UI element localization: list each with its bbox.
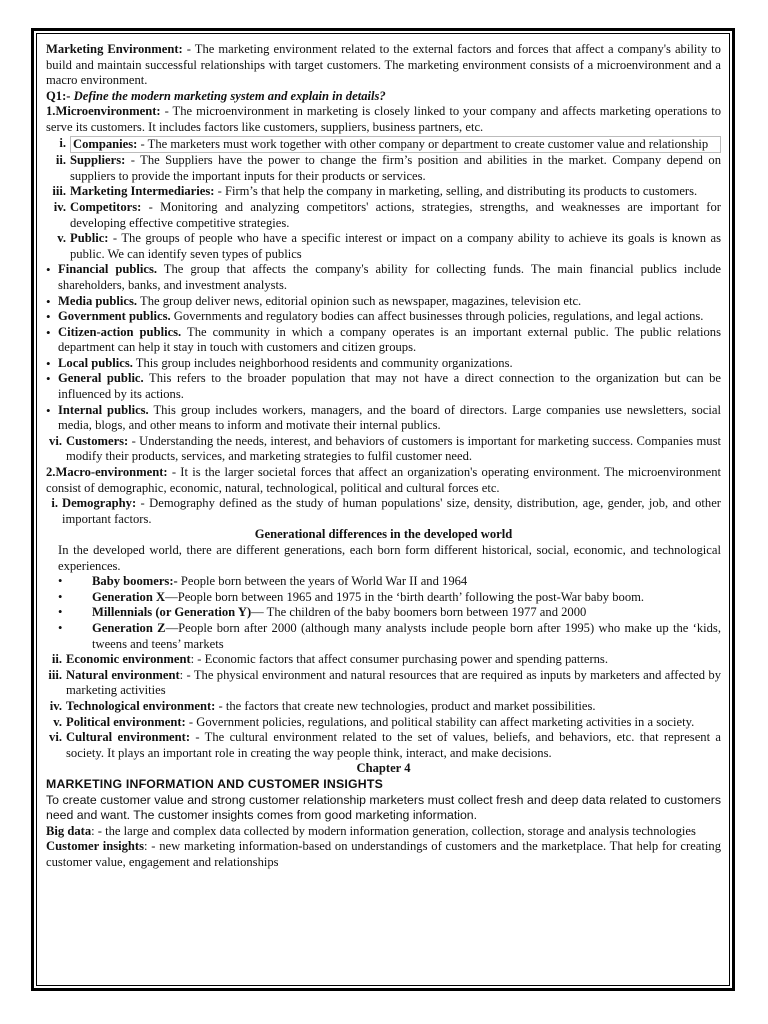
generation-z: • Generation Z—People born after 2000 (although many analysts include people born after 1995) who make up the ‘kids, tweens and teens’ markets	[58, 620, 721, 651]
customer-insights-paragraph: Customer insights: - new marketing information-based on understandings of customers and the marketplace. That help for creating customer value, engagement and relationships	[46, 839, 721, 869]
generation-millennials: • Millennials (or Generation Y)— The children of the baby boomers born between 1977 and 2000	[58, 605, 587, 620]
public-local: • Local publics. This group includes neighborhood residents and community organizations.	[46, 355, 513, 371]
public-general: • General public. This refers to the broader population that may not have a direct connection to the organization but can be influenced by its actions.	[46, 371, 722, 402]
microenvironment-paragraph: 1.Microenvironment: - The microenvironment in marketing is closely linked to your company and affects marketing operations to serve its customers. It includes factors like customers, suppliers, business partners, etc.	[46, 104, 721, 134]
intro-paragraph: Marketing Environment: - The marketing environment related to the external factors and forces that affect a company's ability to build and maintain successful relationships with target customers. The marketing environment consists of a microenvironment and a macro environment.	[46, 42, 721, 88]
public-financial: • Financial publics. The group that affects the company's ability for collecting funds. The main financial publics include shareholders, banks, and investment analysts.	[46, 262, 721, 292]
document-body	[46, 42, 721, 870]
chapter-title: MARKETING INFORMATION AND CUSTOMER INSIGHTS	[46, 776, 383, 791]
generations-heading: Generational differences in the developed world	[254, 527, 513, 542]
macro-item-natural: iii. Natural environment: - The physical environment and natural resources that are required as inputs by marketers and affected by marketing activities	[48, 667, 721, 698]
public-government: • Government publics. Governments and regulatory bodies can affect businesses through policies, regulations, and legal actions.	[46, 309, 704, 325]
macro-item-cultural: vi. Cultural environment: - The cultural environment related to the set of values, beliefs, and behaviors, etc. that represent a society. It plays an important role in creating the way people think, interact, and make decisions.	[49, 730, 722, 760]
macro-item-political: v. Political environment: - Government policies, regulations, and political stability can affect marketing activities in a society.	[53, 714, 695, 729]
micro-item-companies: i. Companies: - The marketers must work together with other company or department to create customer value and relationship	[46, 136, 721, 154]
public-media: • Media publics. The group deliver news, editorial opinion such as newspaper, magazines, television etc.	[46, 293, 582, 309]
macro-item-economic: ii. Economic environment: - Economic factors that affect consumer purchasing power and spending patterns.	[51, 652, 608, 667]
macro-item-technological: iv. Technological environment: - the factors that create new technologies, product and market possibilities.	[49, 698, 596, 713]
micro-item-competitors: iv. Competitors: - Monitoring and analyzing competitors' actions, strategies, strengths, and weaknesses are important for developing effective competitive strategies.	[53, 199, 721, 230]
micro-item-intermediaries: iii. Marketing Intermediaries: - Firm’s that help the company in marketing, selling, and distributing its products to customers.	[52, 184, 698, 199]
public-internal: • Internal publics. This group includes workers, managers, and the board of directors. Large companies use newsletters, social media, blogs, and other means to inform and motivate their internal publics.	[46, 402, 721, 433]
big-data-paragraph: Big data: - the large and complex data collected by modern information generation, collection, storage and analysis technologies	[46, 823, 696, 838]
question-heading: Q1:- Define the modern marketing system and explain in details?	[46, 88, 386, 103]
macro-item-demography: i. Demography: - Demography defined as the study of human populations' size, density, distribution, age, gender, job, and other important factors.	[51, 496, 721, 526]
micro-item-public: v. Public: - The groups of people who have a specific interest or impact on a company ability to achieve its goals is known as public. We can identify seven types of publics	[57, 231, 721, 261]
public-citizen-action: • Citizen-action publics. The community in which a company operates is an important external public. The public relations department can help it stay in touch with customers and citizen groups.	[46, 324, 722, 355]
generation-baby-boomers: • Baby boomers:- People born between the years of World War II and 1964	[58, 574, 468, 589]
generations-intro: In the developed world, there are different generations, each born form different historical, social, economic, and technological experiences.	[58, 543, 721, 573]
chapter-number: Chapter 4	[356, 761, 411, 776]
micro-item-customers: vi. Customers: - Understanding the needs, interest, and behaviors of customers is important for marketing success. Companies must modify their products, services, and marketing strategies to fulfil customer need.	[49, 433, 721, 464]
macro-environment-paragraph: 2.Macro-environment: - It is the larger societal forces that affect an organization's operating environment. The microenvironment consist of demographic, economic, natural, technological, political and cultural forces etc.	[46, 465, 721, 495]
chapter-intro: To create customer value and strong customer relationship marketers must collect fresh and deep data related to customers need and want. The customer insights comes from good marketing information.	[46, 792, 721, 823]
micro-item-suppliers: ii. Suppliers: - The Suppliers have the power to change the firm’s position and abilities in the market. Company depend on suppliers to provide the important inputs for their products or services.	[55, 153, 721, 183]
generation-x: • Generation X—People born between 1965 and 1975 in the ‘birth dearth’ following the post-War baby boom.	[58, 589, 645, 604]
